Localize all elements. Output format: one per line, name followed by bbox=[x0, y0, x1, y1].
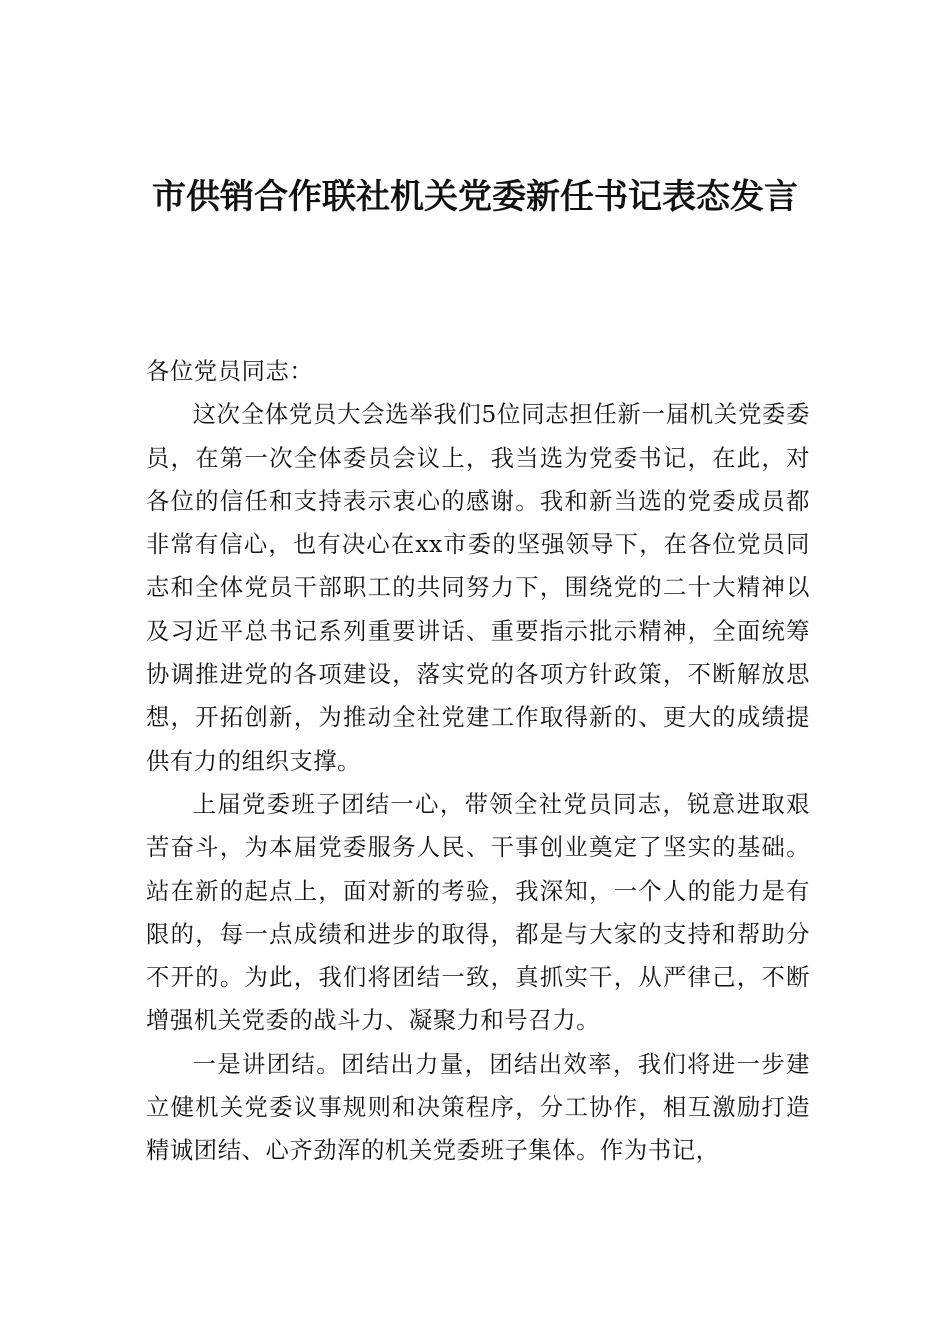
salutation: 各位党员同志： bbox=[146, 358, 314, 385]
document-body bbox=[146, 350, 810, 1173]
document-title: 市供销合作联社机关党委新任书记表态发言 bbox=[152, 177, 798, 217]
paragraph-1: 这次全体党员大会选举我们5位同志担任新一届机关党委委员，在第一次全体委员会议上，我当选为党委书记，在此，对各位的信任和支持表示衷心的感谢。我和新当选的党委成员都非常有信心，也有决心在xx市委的坚强领导下，在各位党员同志和全体党员干部职工的共同努力下，围绕党的二十大精神以及习近平总书记系列重要讲话、重要指示批示精神，全面统筹协调推进党的各项建设，落实党的各项方针政策，不断解放思想，开拓创新，为推动全社党建工作取得新的、更大的成绩提供有力的组织支撑。 bbox=[146, 401, 810, 775]
paragraph-2: 上届党委班子团结一心，带领全社党员同志，锐意进取艰苦奋斗，为本届党委服务人民、干事创业奠定了坚实的基础。站在新的起点上，面对新的考验，我深知，一个人的能力是有限的，每一点成绩和进步的取得，都是与大家的支持和帮助分不开的。为此，我们将团结一致，真抓实干，从严律己，不断增强机关党委的战斗力、凝聚力和号召力。 bbox=[146, 790, 810, 1035]
paragraph-3: 一是讲团结。团结出力量，团结出效率，我们将进一步建立健机关党委议事规则和决策程序，分工协作，相互激励打造精诚团结、心齐劲浑的机关党委班子集体。作为书记， bbox=[146, 1050, 810, 1165]
